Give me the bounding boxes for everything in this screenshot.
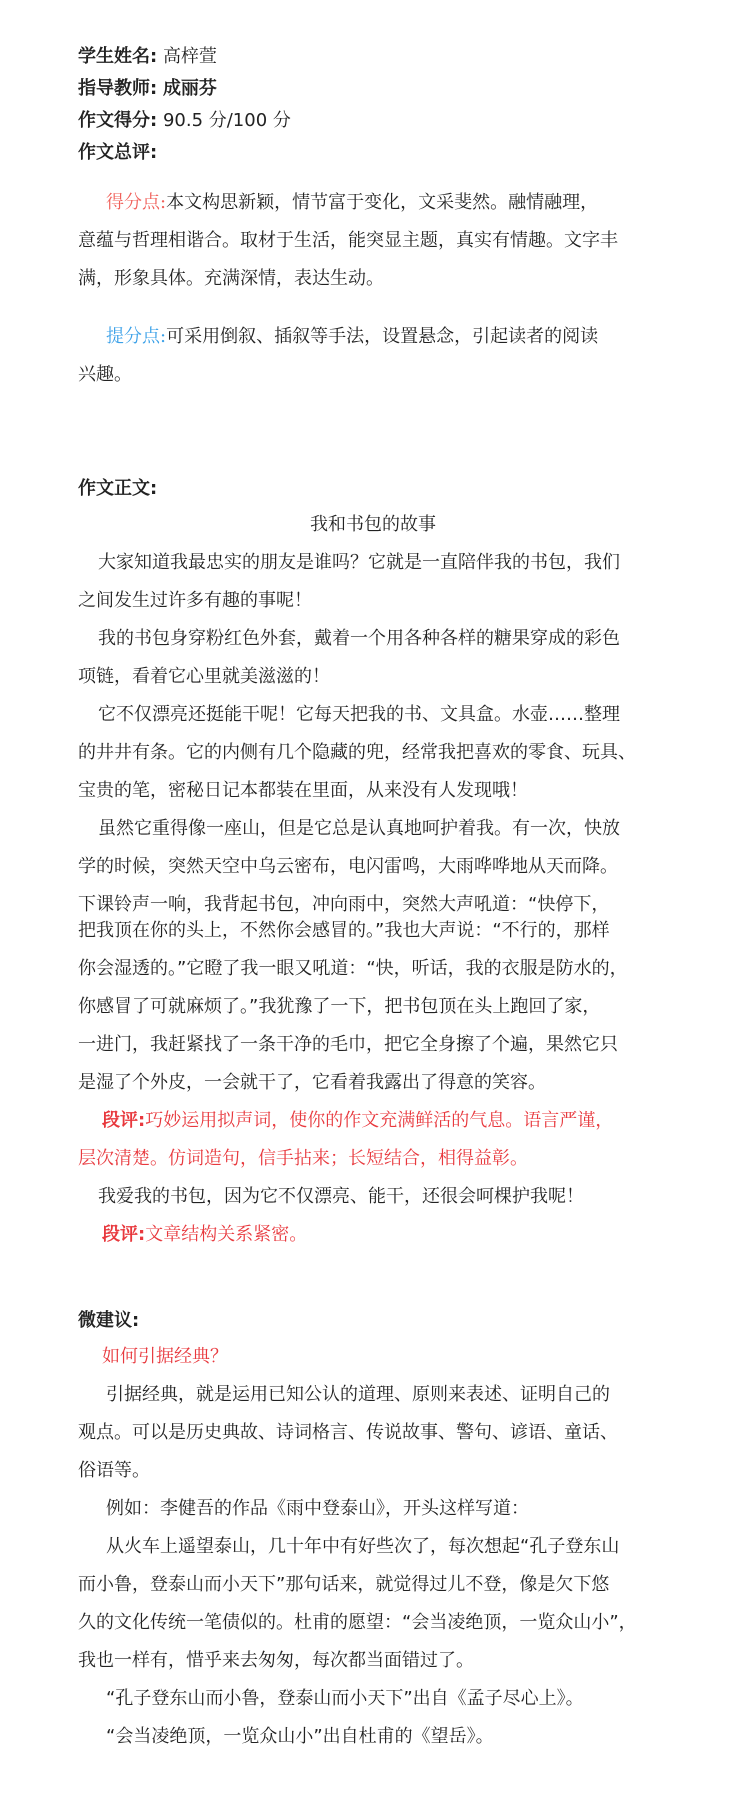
essay-title: 我和书包的故事 <box>310 514 436 535</box>
comment1-label: 段评: <box>102 1110 146 1131</box>
essay-line-4: 项链，看着它心里就美滋滋的！ <box>78 666 330 687</box>
score-value: 90.5 分/100 分 <box>162 110 291 131</box>
essay-line-5: 它不仅漂亮还挺能干呢！它每天把我的书、文具盒。水壶……整理 <box>98 704 620 725</box>
advice-line-2: 观点。可以是历史典故、诗词格言、传说故事、警句、谚语、童话、 <box>78 1422 618 1443</box>
comment2-line: 段评:文章结构关系紧密。 <box>102 1224 308 1245</box>
essay-line-2: 之间发生过许多有趣的事呢！ <box>78 590 312 611</box>
essay-line-14: 一进门，我赶紧找了一条干净的毛巾，把它全身擦了个遍，果然它只 <box>78 1034 618 1055</box>
improve-line-1: 提分点:可采用倒叙、插叙等手法，设置悬念，引起读者的阅读 <box>106 326 599 347</box>
comment2-label: 段评: <box>102 1224 146 1245</box>
advice-line-1: 引据经典，就是运用已知公认的道理、原则来表述、证明自己的 <box>106 1384 610 1405</box>
essay-line-8: 虽然它重得像一座山，但是它总是认真地呵护着我。有一次，快放 <box>98 818 620 839</box>
advice-line-9: “孔子登东山而小鲁，登泰山而小天下”出自《孟子尽心上》。 <box>106 1688 584 1709</box>
essay-line-10: 下课铃声一响，我背起书包，冲向雨中，突然大声吼道：“快停下， <box>78 894 610 915</box>
advice-line-7: 久的文化传统一笔债似的。杜甫的愿望：“会当凌绝顶，一览众山小”， <box>78 1612 637 1633</box>
merit-line-2: 意蕴与哲理相谐合。取材于生活，能突显主题，真实有情趣。文字丰 <box>78 230 618 251</box>
essay-line-7: 宝贵的笔，密秘日记本都装在里面，从来没有人发现哦！ <box>78 780 528 801</box>
essay-line-12: 你会湿透的。”它瞪了我一眼又吼道：“快，听话，我的衣服是防水的， <box>78 958 628 979</box>
essay-line-15: 是湿了个外皮，一会就干了，它看着我露出了得意的笑容。 <box>78 1072 546 1093</box>
essay-line-1: 大家知道我最忠实的朋友是谁吗？它就是一直陪伴我的书包，我们 <box>98 552 620 573</box>
advice-heading: 如何引据经典？ <box>102 1346 228 1367</box>
essay-closing-line: 我爱我的书包，因为它不仅漂亮、能干，还很会呵棵护我呢！ <box>98 1186 584 1207</box>
essay-line-6: 的井井有条。它的内侧有几个隐藏的兜，经常我把喜欢的零食、玩具、 <box>78 742 636 763</box>
score-label: 作文得分: <box>78 110 158 131</box>
student-label: 学生姓名: <box>78 46 158 67</box>
advice-line-8: 我也一样有，惜乎来去匆匆，每次都当面错过了。 <box>78 1650 474 1671</box>
teacher-row <box>78 76 668 102</box>
merit-line-1: 得分点:本文构思新颖，情节富于变化，文采斐然。融情融理， <box>106 192 599 213</box>
student-row <box>78 44 668 70</box>
essay-line-11: 把我顶在你的头上，不然你会感冒的。”我也大声说：“不行的，那样 <box>78 920 610 941</box>
score-row <box>78 108 668 134</box>
advice-section-label: 微建议: <box>78 1310 140 1331</box>
essay-line-3: 我的书包身穿粉红色外套，戴着一个用各种各样的糖果穿成的彩色 <box>98 628 620 649</box>
comment1-line-2: 层次清楚。仿词造句，信手拈来；长短结合，相得益彰。 <box>78 1148 528 1169</box>
student-name: 高梓萱 <box>162 46 217 67</box>
improve-label: 提分点: <box>106 326 167 347</box>
teacher-label: 指导教师: <box>78 78 158 99</box>
advice-line-4: 例如：李健吾的作品《雨中登泰山》，开头这样写道： <box>106 1498 529 1519</box>
advice-line-6: 而小鲁，登泰山而小天下”那句话来，就觉得过儿不登，像是欠下悠 <box>78 1574 610 1595</box>
essay-section-label: 作文正文: <box>78 478 158 499</box>
advice-line-3: 俗语等。 <box>78 1460 150 1481</box>
advice-line-10: “会当凌绝顶，一览众山小”出自杜甫的《望岳》。 <box>106 1726 494 1747</box>
essay-line-9: 学的时候，突然天空中乌云密布，电闪雷鸣，大雨哗哗地从天而降。 <box>78 856 618 877</box>
merit-label: 得分点: <box>106 192 167 213</box>
teacher-name: 成丽芬 <box>162 78 217 99</box>
comment1-line-1: 段评:巧妙运用拟声词，使你的作文充满鲜活的气息。语言严谨， <box>102 1110 614 1131</box>
improve-line-2: 兴趣。 <box>78 364 132 385</box>
merit-line-3: 满，形象具体。充满深情，表达生动。 <box>78 268 384 289</box>
review-label: 作文总评: <box>78 142 158 163</box>
advice-line-5: 从火车上遥望泰山，几十年中有好些次了，每次想起“孔子登东山 <box>106 1536 620 1557</box>
essay-line-13: 你感冒了可就麻烦了。”我犹豫了一下，把书包顶在头上跑回了家， <box>78 996 601 1017</box>
